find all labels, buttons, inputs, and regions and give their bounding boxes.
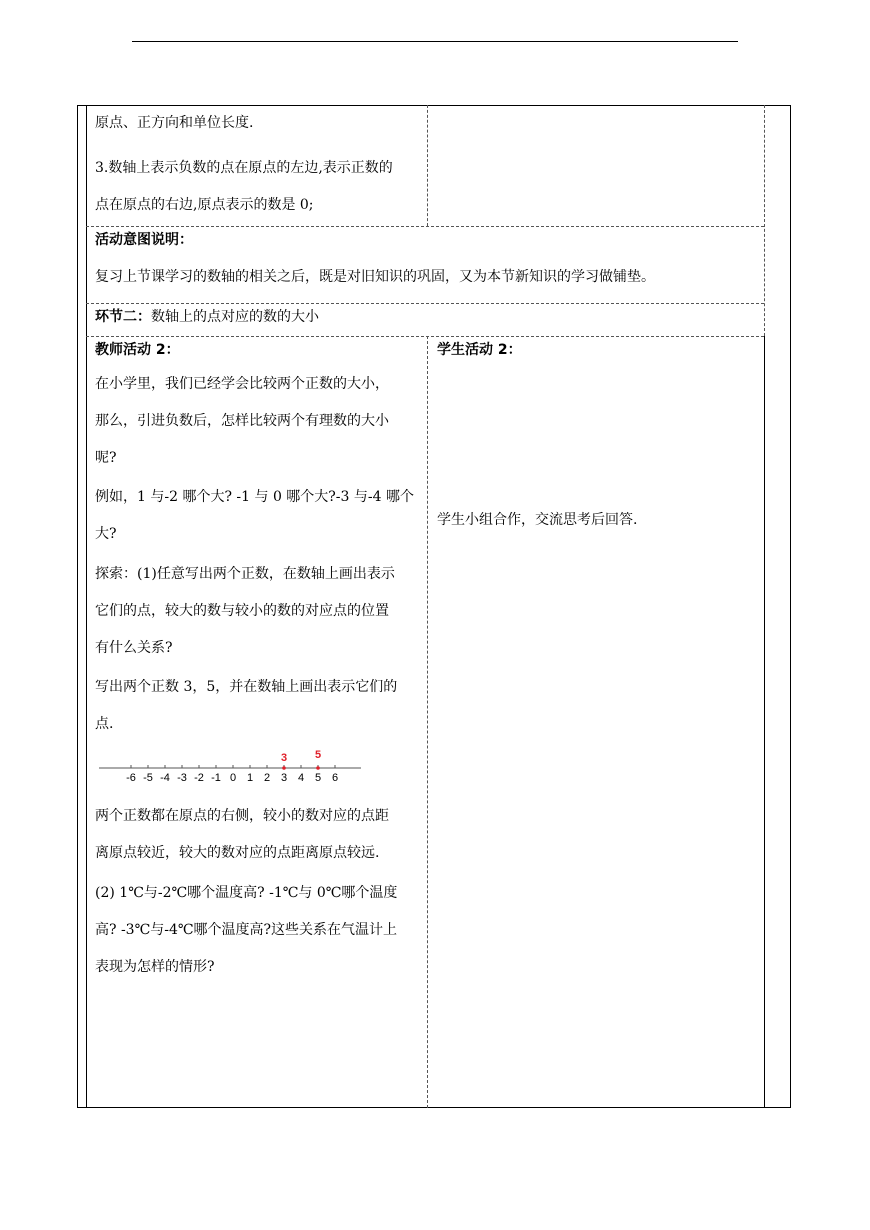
teacher-line-14: 高? -3℃与-4℃哪个温度高?这些关系在气温计上 (95, 922, 398, 938)
teacher-line-13: (2) 1℃与-2℃哪个温度高? -1℃与 0℃哪个温度 (95, 885, 398, 901)
teacher-line-12: 离原点较近，较大的数对应的点距离原点较远. (95, 845, 380, 861)
intent-body: 复习上节课学习的数轴的相关之后，既是对旧知识的巩固，又为本节新知识的学习做铺垫。 (95, 269, 655, 285)
number-line-point (316, 766, 320, 770)
number-line-tick-label: -3 (177, 772, 187, 784)
student-heading: 学生活动 2： (437, 342, 522, 358)
number-line-tick-label: 2 (263, 772, 271, 784)
section-heading (95, 299, 319, 336)
teacher-line-3: 呢? (95, 450, 117, 466)
number-line-tick-label: 6 (331, 772, 339, 784)
column-divider-right-bottom (764, 336, 765, 1108)
row1-line-1: 原点、正方向和单位长度. (95, 115, 254, 131)
teacher-heading: 教师活动 2： (95, 342, 180, 358)
number-line-point (282, 766, 286, 770)
number-line-tick-label: 1 (246, 772, 254, 784)
student-answer: 学生小组合作，交流思考后回答. (437, 512, 638, 528)
row1-line-2: 3.数轴上表示负数的点在原点的左边,表示正数的 (95, 160, 393, 176)
teacher-line-11: 两个正数都在原点的右侧，较小的数对应的点距 (95, 808, 389, 824)
number-line-tick-label: -4 (160, 772, 170, 784)
teacher-line-4: 例如，1 与-2 哪个大? -1 与 0 哪个大?-3 与-4 哪个 (95, 489, 414, 505)
teacher-line-15: 表现为怎样的情形? (95, 959, 215, 975)
teacher-line-5: 大? (95, 526, 117, 542)
number-line-point-label: 3 (280, 752, 288, 764)
number-line-tick-label: 5 (314, 772, 322, 784)
column-divider-right-top (764, 105, 765, 336)
number-line-point-label: 5 (314, 749, 322, 761)
row-divider-3 (86, 336, 764, 337)
teacher-line-10: 点. (95, 716, 114, 732)
column-divider-middle-bottom (427, 336, 428, 1108)
intent-heading: 活动意图说明： (95, 232, 193, 248)
page-header-rule (132, 41, 738, 42)
column-divider-middle-top (427, 105, 428, 226)
teacher-line-7: 它们的点，较大的数与较小的数的对应点的位置 (95, 603, 389, 619)
teacher-line-6: 探索：(1)任意写出两个正数，在数轴上画出表示 (95, 566, 395, 582)
teacher-line-9: 写出两个正数 3，5，并在数轴上画出表示它们的 (95, 679, 398, 695)
teacher-line-8: 有什么关系? (95, 640, 173, 656)
number-line-tick-label: -2 (194, 772, 204, 784)
number-line-tick-label: -1 (211, 772, 221, 784)
section-label: 环节二： (95, 309, 151, 325)
number-line-figure (95, 744, 375, 786)
number-line-tick-label: 0 (229, 772, 237, 784)
number-line-tick-label: -5 (143, 772, 153, 784)
number-line-tick-label: 4 (297, 772, 305, 784)
column-divider-left (86, 105, 87, 1108)
teacher-line-2: 那么，引进负数后，怎样比较两个有理数的大小 (95, 413, 389, 429)
section-title: 数轴上的点对应的数的大小 (151, 309, 319, 325)
number-line-tick-label: -6 (126, 772, 136, 784)
teacher-line-1: 在小学里，我们已经学会比较两个正数的大小， (95, 376, 389, 392)
row1-line-3: 点在原点的右边,原点表示的数是 0; (95, 197, 314, 213)
number-line-tick-label: 3 (280, 772, 288, 784)
